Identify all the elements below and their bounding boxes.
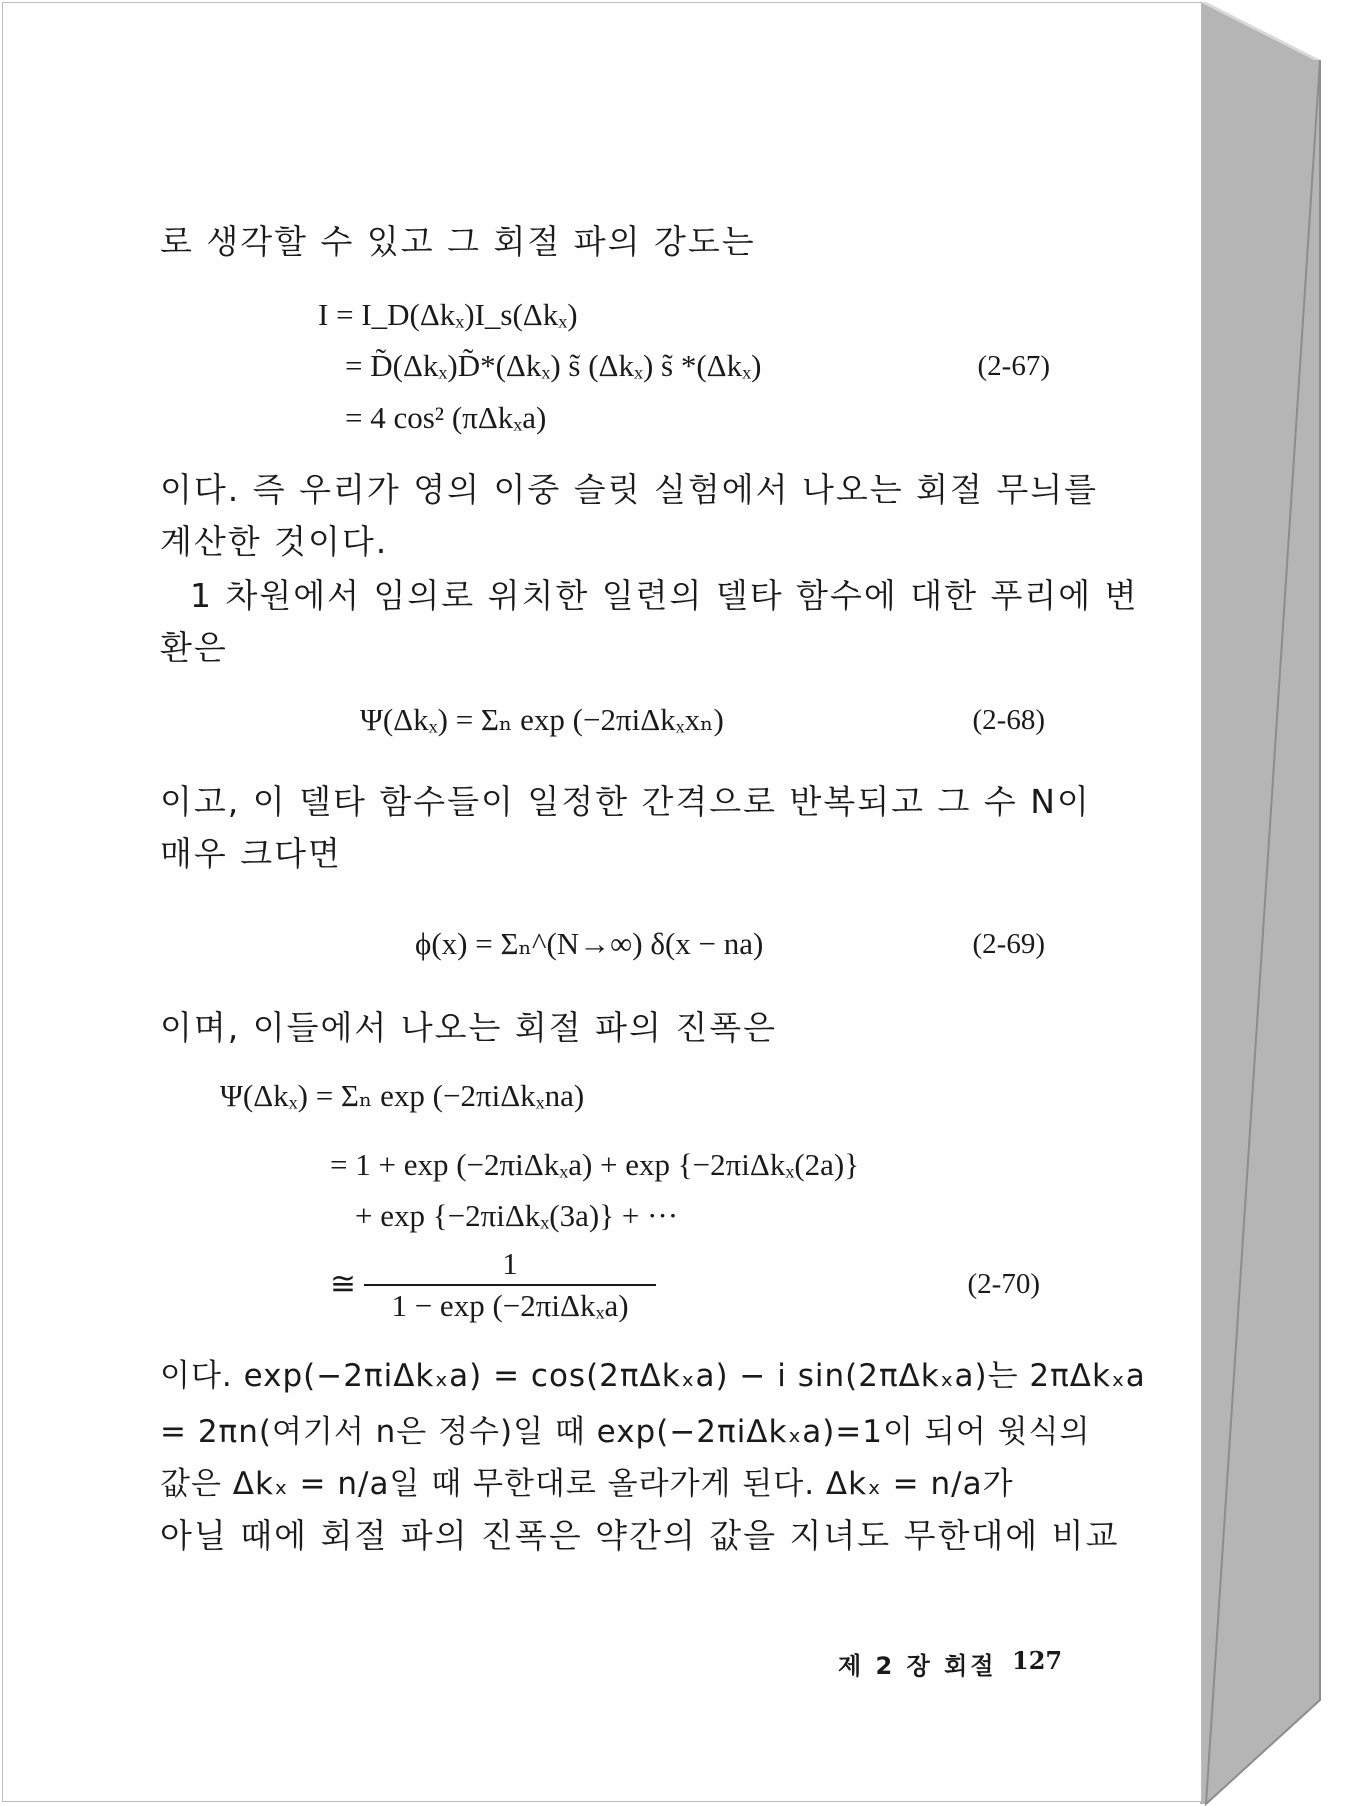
text-line-5: 환은 [160, 628, 228, 667]
equation-2-70-approx: ≅ [330, 1266, 356, 1301]
text-line-9: 이다. exp(−2πiΔkₓa) = cos(2πΔkₓa) − i sin(2πΔkₓa)는 2πΔkₓa [160, 1358, 1146, 1394]
fraction-bar [364, 1284, 656, 1286]
equation-number-2-69: (2-69) [972, 928, 1045, 960]
text-line-10: = 2πn(여기서 n은 정수)일 때 exp(−2πiΔkₓa)=1이 되어 윗식의 [160, 1414, 1091, 1450]
fraction-denominator: 1 − exp (−2πiΔkₓa) [391, 1288, 629, 1323]
equation-2-67-line2: = D̃(Δkₓ)D̃*(Δkₓ) s̃ (Δkₓ) s̃ *(Δkₓ) [345, 348, 762, 383]
text-line-3: 계산한 것이다. [160, 522, 389, 561]
chapter-title: 제 2 장 회절 [838, 1652, 997, 1680]
text-line-1: 로 생각할 수 있고 그 회절 파의 강도는 [160, 222, 756, 261]
equation-2-70-line2: = 1 + exp (−2πiΔkₓa) + exp {−2πiΔkₓ(2a)} [330, 1147, 860, 1182]
equation-number-2-70: (2-70) [967, 1268, 1040, 1300]
text-line-4: 1 차원에서 임의로 위치한 일련의 델타 함수에 대한 푸리에 변 [190, 576, 1139, 615]
text-line-12: 아닐 때에 회절 파의 진폭은 약간의 값을 지녀도 무한대에 비교 [160, 1516, 1120, 1555]
fraction-numerator: 1 [502, 1246, 518, 1281]
equation-2-70-line1: Ψ(Δkₓ) = Σₙ exp (−2πiΔkₓna) [220, 1078, 585, 1113]
page-number: 127 [1012, 1646, 1063, 1675]
equation-number-2-67: (2-67) [977, 350, 1050, 382]
equation-2-69: ϕ(x) = Σₙ^(N→∞) δ(x − na) [415, 926, 764, 961]
equation-2-70-line3: + exp {−2πiΔkₓ(3a)} + ··· [355, 1198, 679, 1233]
equation-2-68: Ψ(Δkₓ) = Σₙ exp (−2πiΔkₓxₙ) [360, 702, 724, 737]
text-line-8: 이며, 이들에서 나오는 회절 파의 진폭은 [160, 1008, 777, 1047]
equation-2-67-line1: I = I_D(Δkₓ)I_s(Δkₓ) [318, 297, 578, 332]
equation-2-70-fraction [364, 1246, 656, 1324]
equation-number-2-68: (2-68) [972, 704, 1045, 736]
text-line-7: 매우 크다면 [160, 834, 342, 873]
equation-2-67-line3: = 4 cos² (πΔkₓa) [345, 400, 547, 435]
text-line-2: 이다. 즉 우리가 영의 이중 슬릿 실험에서 나오는 회절 무늬를 [160, 470, 1098, 509]
text-line-11: 값은 Δkₓ = n/a일 때 무한대로 올라가게 된다. Δkₓ = n/a가 [160, 1466, 1014, 1502]
text-line-6: 이고, 이 델타 함수들이 일정한 간격으로 반복되고 그 수 N이 [160, 782, 1091, 821]
